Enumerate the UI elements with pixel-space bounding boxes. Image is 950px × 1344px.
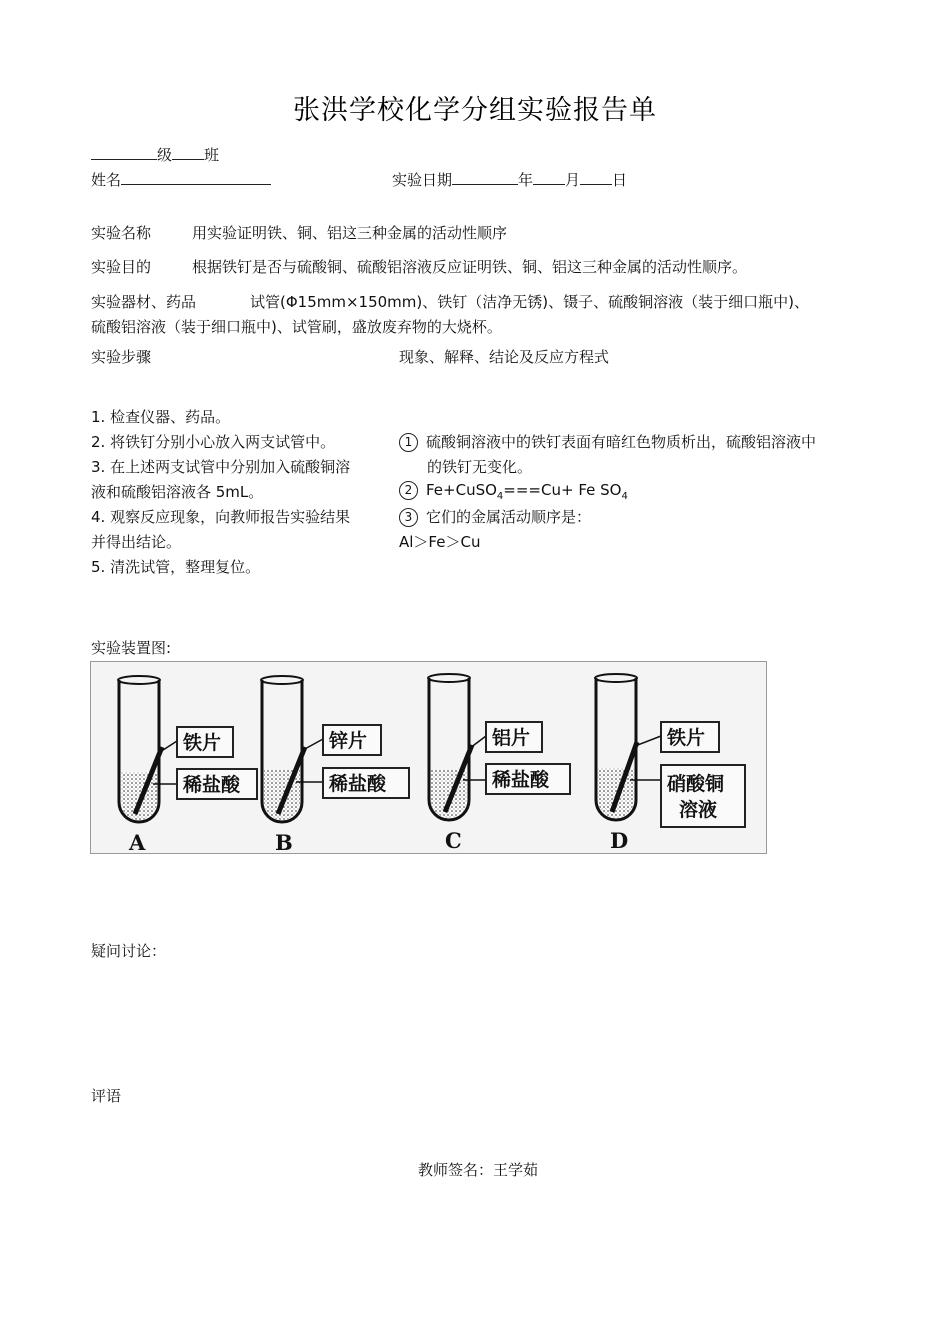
equation-part-2: ===Cu+ Fe SO — [503, 481, 622, 499]
page-title: 张洪学校化学分组实验报告单 — [293, 95, 657, 126]
tube-d — [595, 674, 745, 853]
steps-header: 实验步骤 — [91, 348, 152, 366]
tube-a-letter: A — [129, 830, 146, 853]
equation-part-1: Fe+CuSO — [426, 481, 497, 499]
tube-a-liquid-label: 稀盐酸 — [183, 774, 241, 796]
discussion-label: 疑问讨论： — [91, 942, 167, 960]
experiment-purpose-label: 实验目的 — [91, 258, 152, 276]
tube-c-metal-label: 铝片 — [492, 727, 531, 749]
result-2-number: 2 — [399, 481, 418, 500]
tube-d-liquid-label-2: 溶液 — [679, 799, 718, 821]
teacher-signature — [418, 1159, 538, 1180]
comment-label: 评语 — [91, 1087, 122, 1105]
experiment-name-label: 实验名称 — [91, 224, 152, 242]
materials-line-1: 试管(Φ15mm×150mm)、铁钉（洁净无锈)、镊子、硫酸铜溶液（装于细口瓶中)、 — [250, 293, 809, 311]
result-1 — [399, 431, 816, 452]
tube-d-metal-label: 铁片 — [667, 727, 706, 749]
materials-line-2: 硫酸铝溶液（装于细口瓶中)、试管刷，盛放废弃物的大烧杯。 — [91, 318, 502, 336]
tube-c-liquid-label: 稀盐酸 — [492, 769, 550, 791]
experiment-name-value: 用实验证明铁、铜、铝这三种金属的活动性顺序 — [192, 224, 508, 242]
tube-b-metal-label: 锌片 — [329, 730, 368, 752]
tube-d-letter: D — [610, 828, 629, 853]
step-item: 5. 清洗试管，整理复位。 — [91, 558, 261, 576]
apparatus-svg — [91, 662, 766, 853]
tube-b-liquid-label: 稀盐酸 — [329, 773, 387, 795]
tube-b — [261, 676, 409, 853]
step-item: 液和硫酸铝溶液各 5mL。 — [91, 483, 264, 501]
signature-label: 教师签名： — [418, 1161, 494, 1179]
signature-name: 王学茹 — [493, 1161, 539, 1179]
month-blank[interactable] — [533, 169, 565, 185]
class-blank[interactable] — [172, 144, 204, 160]
result-3-number: 3 — [399, 508, 418, 527]
results-header: 现象、解释、结论及反应方程式 — [399, 348, 610, 366]
step-item: 1. 检查仪器、药品。 — [91, 408, 231, 426]
day-blank[interactable] — [580, 169, 612, 185]
tube-a — [118, 676, 257, 853]
step-item: 并得出结论。 — [91, 533, 182, 551]
grade-blank[interactable] — [91, 144, 157, 160]
step-item: 2. 将铁钉分别小心放入两支试管中。 — [91, 433, 336, 451]
tube-c — [428, 674, 570, 853]
result-3 — [399, 506, 591, 527]
step-item: 3. 在上述两支试管中分别加入硫酸铜溶 — [91, 458, 351, 476]
experiment-purpose-value: 根据铁钉是否与硫酸铜、硫酸铝溶液反应证明铁、铜、铝这三种金属的活动性顺序。 — [192, 258, 748, 276]
tube-c-letter: C — [445, 828, 462, 853]
apparatus-label: 实验装置图: — [91, 639, 172, 657]
date-line — [392, 169, 627, 190]
name-blank[interactable] — [121, 169, 271, 185]
equation-subscript-1: 4 — [496, 491, 504, 502]
month-suffix: 月 — [565, 171, 581, 189]
name-line — [91, 169, 271, 190]
grade-suffix: 级 — [157, 146, 173, 164]
activity-order: Al＞Fe＞Cu — [399, 533, 481, 551]
grade-class-line — [91, 144, 219, 165]
apparatus-figure — [90, 661, 767, 854]
day-suffix: 日 — [612, 171, 628, 189]
result-3-line-1: 它们的金属活动顺序是： — [426, 508, 592, 526]
step-item: 4. 观察反应现象，向教师报告实验结果 — [91, 508, 351, 526]
year-suffix: 年 — [518, 171, 534, 189]
date-label: 实验日期 — [392, 171, 453, 189]
name-label: 姓名 — [91, 171, 122, 189]
equation-subscript-2: 4 — [621, 491, 628, 502]
result-1-line-1: 硫酸铜溶液中的铁钉表面有暗红色物质析出，硫酸铝溶液中 — [426, 433, 817, 451]
materials-label: 实验器材、药品 — [91, 293, 197, 311]
tube-a-metal-label: 铁片 — [183, 732, 222, 754]
class-suffix: 班 — [204, 146, 220, 164]
year-blank[interactable] — [452, 169, 518, 185]
result-2 — [399, 481, 628, 502]
result-1-line-2: 的铁钉无变化。 — [427, 458, 533, 476]
tube-b-letter: B — [275, 830, 293, 853]
tube-d-liquid-label-1: 硝酸铜 — [667, 773, 725, 795]
result-1-number: 1 — [399, 433, 418, 452]
